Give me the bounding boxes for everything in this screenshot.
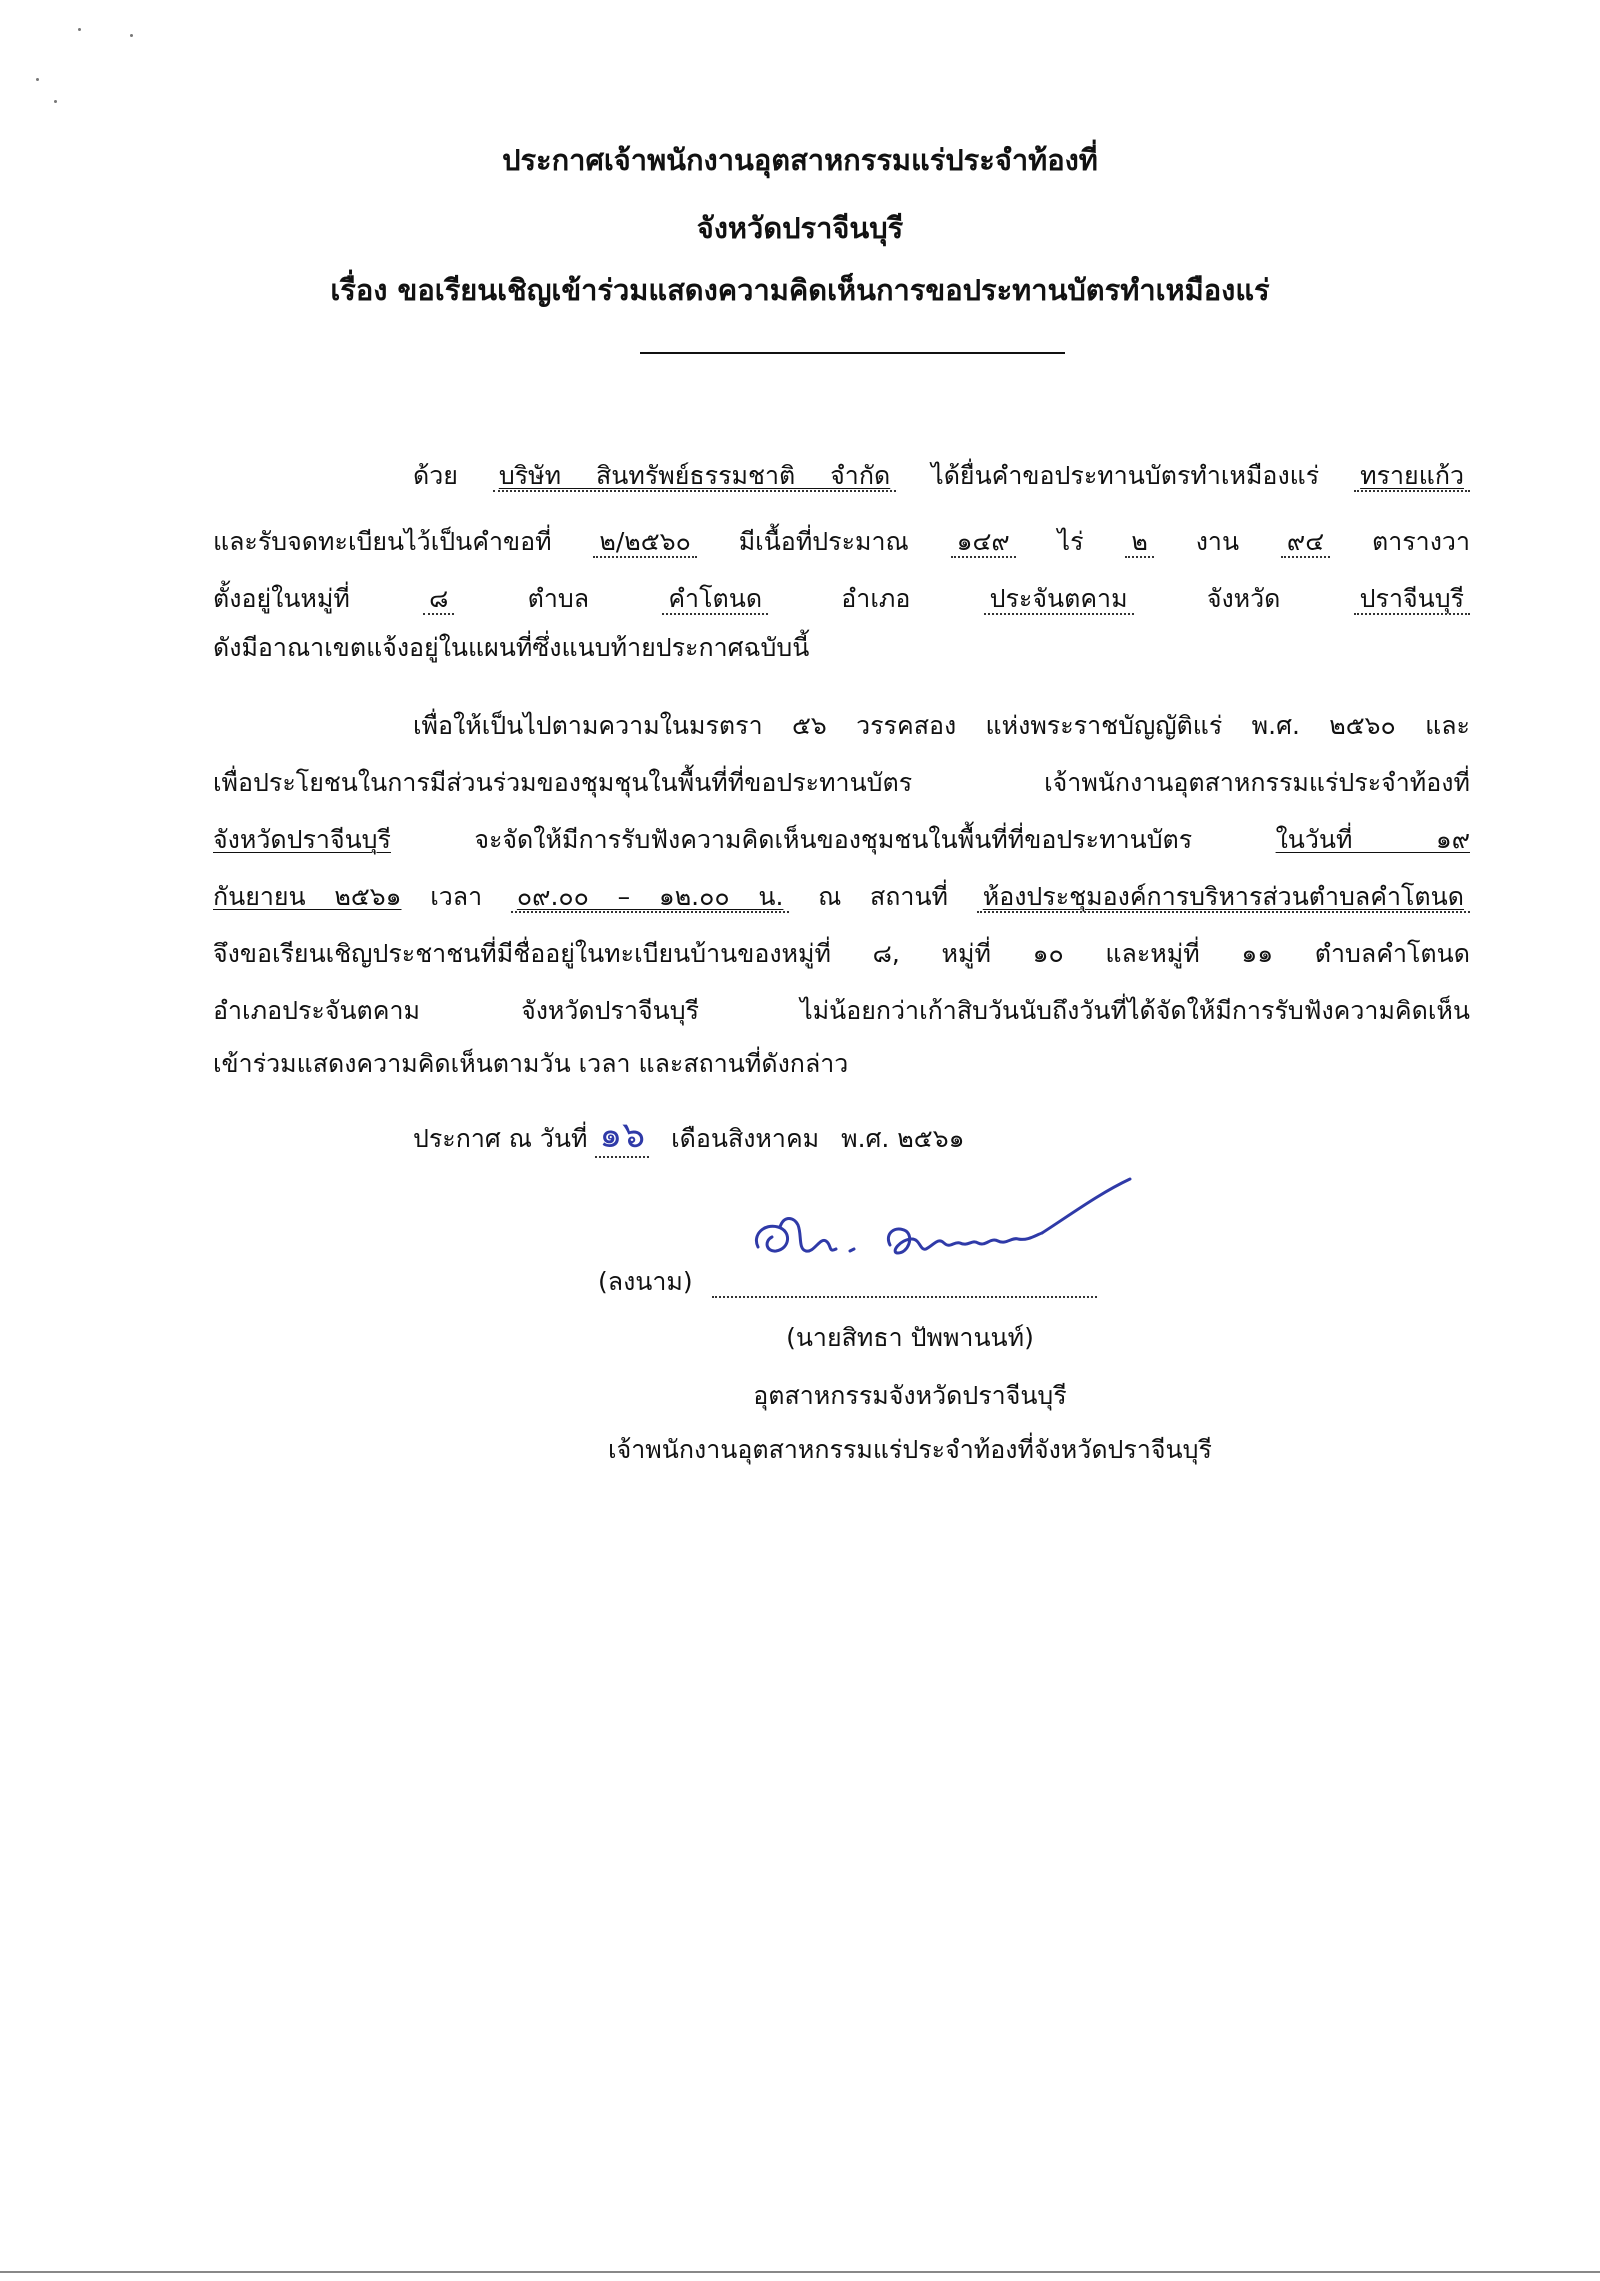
hearing-date-day: ในวันที่ ๑๙	[1275, 825, 1470, 854]
para2-line3	[213, 822, 1470, 858]
para2-line5: จึงขอเรียนเชิญประชาชนที่มีชื่ออยู่ในทะเบียนบ้านของหมู่ที่ ๘, หมู่ที่ ๑๐ และหมู่ที่ ๑๑ ตำบลคำโตนด	[213, 939, 1470, 968]
scan-speck	[78, 28, 81, 31]
hearing-date-month-year: กันยายน ๒๕๖๑	[213, 882, 402, 911]
text: อำเภอ	[841, 584, 911, 613]
page-bottom-edge	[0, 2271, 1600, 2273]
mineral-type: ทรายแก้ว	[1354, 461, 1470, 492]
para1-line2	[213, 524, 1470, 560]
para2-line7: เข้าร่วมแสดงความคิดเห็นตามวัน เวลา และสถานที่ดังกล่าว	[213, 1049, 849, 1078]
request-number: ๒/๒๕๖๐	[593, 527, 696, 558]
scan-speck	[54, 100, 57, 103]
company-name: บริษัท สินทรัพย์ธรรมชาติ จำกัด	[493, 461, 896, 492]
text: ตำบล	[527, 584, 590, 613]
announce-date-line	[413, 1115, 965, 1157]
para1-line3	[213, 581, 1470, 617]
text: จังหวัด	[1206, 584, 1281, 613]
area-wa: ๙๔	[1281, 527, 1330, 558]
province: ปราจีนบุรี	[1354, 584, 1470, 615]
handwritten-signature	[750, 1175, 1170, 1295]
title-divider	[640, 352, 1065, 354]
hearing-place: ห้องประชุมองค์การบริหารส่วนตำบลคำโตนด	[977, 882, 1470, 913]
title-line-1: ประกาศเจ้าพนักงานอุตสาหกรรมแร่ประจำท้องที่	[502, 143, 1098, 177]
scan-speck	[130, 34, 133, 37]
announce-month: เดือนสิงหาคม	[671, 1124, 820, 1153]
province-underlined: จังหวัดปราจีนบุรี	[213, 825, 391, 854]
title-line-2: จังหวัดปราจีนบุรี	[696, 211, 904, 245]
para2-line4	[213, 879, 1470, 915]
signer-position-2: เจ้าพนักงานอุตสาหกรรมแร่ประจำท้องที่จังหวัดปราจีนบุรี	[608, 1435, 1212, 1464]
title-line-3: เรื่อง ขอเรียนเชิญเข้าร่วมแสดงความคิดเห็นการขอประทานบัตรทำเหมืองแร่	[330, 273, 1270, 307]
signer-name: (นายสิทธา ปัพพานนท์)	[786, 1323, 1034, 1352]
district: ประจันตคาม	[984, 584, 1134, 615]
para2-line1: เพื่อให้เป็นไปตามความในมรตรา ๕๖ วรรคสอง แห่งพระราชบัญญัติแร่ พ.ศ. ๒๕๖๐ และ	[413, 711, 1470, 740]
signature-label: (ลงนาม)	[598, 1267, 693, 1296]
para1-line4: ดังมีอาณาเขตแจ้งอยู่ในแผนที่ซึ่งแนบท้ายประกาศฉบับนี้	[213, 633, 810, 662]
para1-line1	[413, 458, 1470, 494]
text: ไร่	[1057, 527, 1084, 556]
text: ด้วย	[413, 461, 458, 490]
announce-day-handwritten: ๑๖	[595, 1115, 649, 1158]
text: และรับจดทะเบียนไว้เป็นคำขอที่	[213, 527, 552, 556]
hearing-time: ๐๙.๐๐ – ๑๒.๐๐ น.	[511, 882, 790, 913]
text: ได้ยื่นคำขอประทานบัตรทำเหมืองแร่	[931, 461, 1320, 490]
text: จะจัดให้มีการรับฟังความคิดเห็นของชุมชนในพื้นที่ที่ขอประทานบัตร	[474, 825, 1193, 854]
area-ngan: ๒	[1125, 527, 1153, 558]
signature-line	[712, 1296, 1097, 1298]
text: ประกาศ ณ วันที่	[413, 1124, 588, 1153]
area-rai: ๑๔๙	[951, 527, 1016, 558]
village-number: ๘	[423, 584, 454, 615]
text: ตารางวา	[1371, 527, 1471, 556]
para2-line6: อำเภอประจันตคาม จังหวัดปราจีนบุรี ไม่น้อยกว่าเก้าสิบวันนับถึงวันที่ได้จัดให้มีการรับฟังความคิดเห็น	[213, 996, 1470, 1025]
text: มีเนื้อที่ประมาณ	[738, 527, 909, 556]
text: ณ สถานที่	[818, 882, 949, 911]
scan-speck	[36, 78, 39, 81]
announce-year: พ.ศ. ๒๕๖๑	[841, 1124, 965, 1153]
text: ตั้งอยู่ในหมู่ที่	[213, 584, 350, 613]
signer-position-1: อุตสาหกรรมจังหวัดปราจีนบุรี	[753, 1381, 1067, 1410]
text: งาน	[1195, 527, 1240, 556]
subdistrict: คำโตนด	[662, 584, 768, 615]
text: เวลา	[430, 882, 483, 911]
para2-line2: เพื่อประโยชนในการมีส่วนร่วมของชุมชุนในพื้นที่ที่ขอประทานบัตร เจ้าพนักงานอุตสาหกรรมแร่ประจำท้องที่	[213, 768, 1470, 797]
